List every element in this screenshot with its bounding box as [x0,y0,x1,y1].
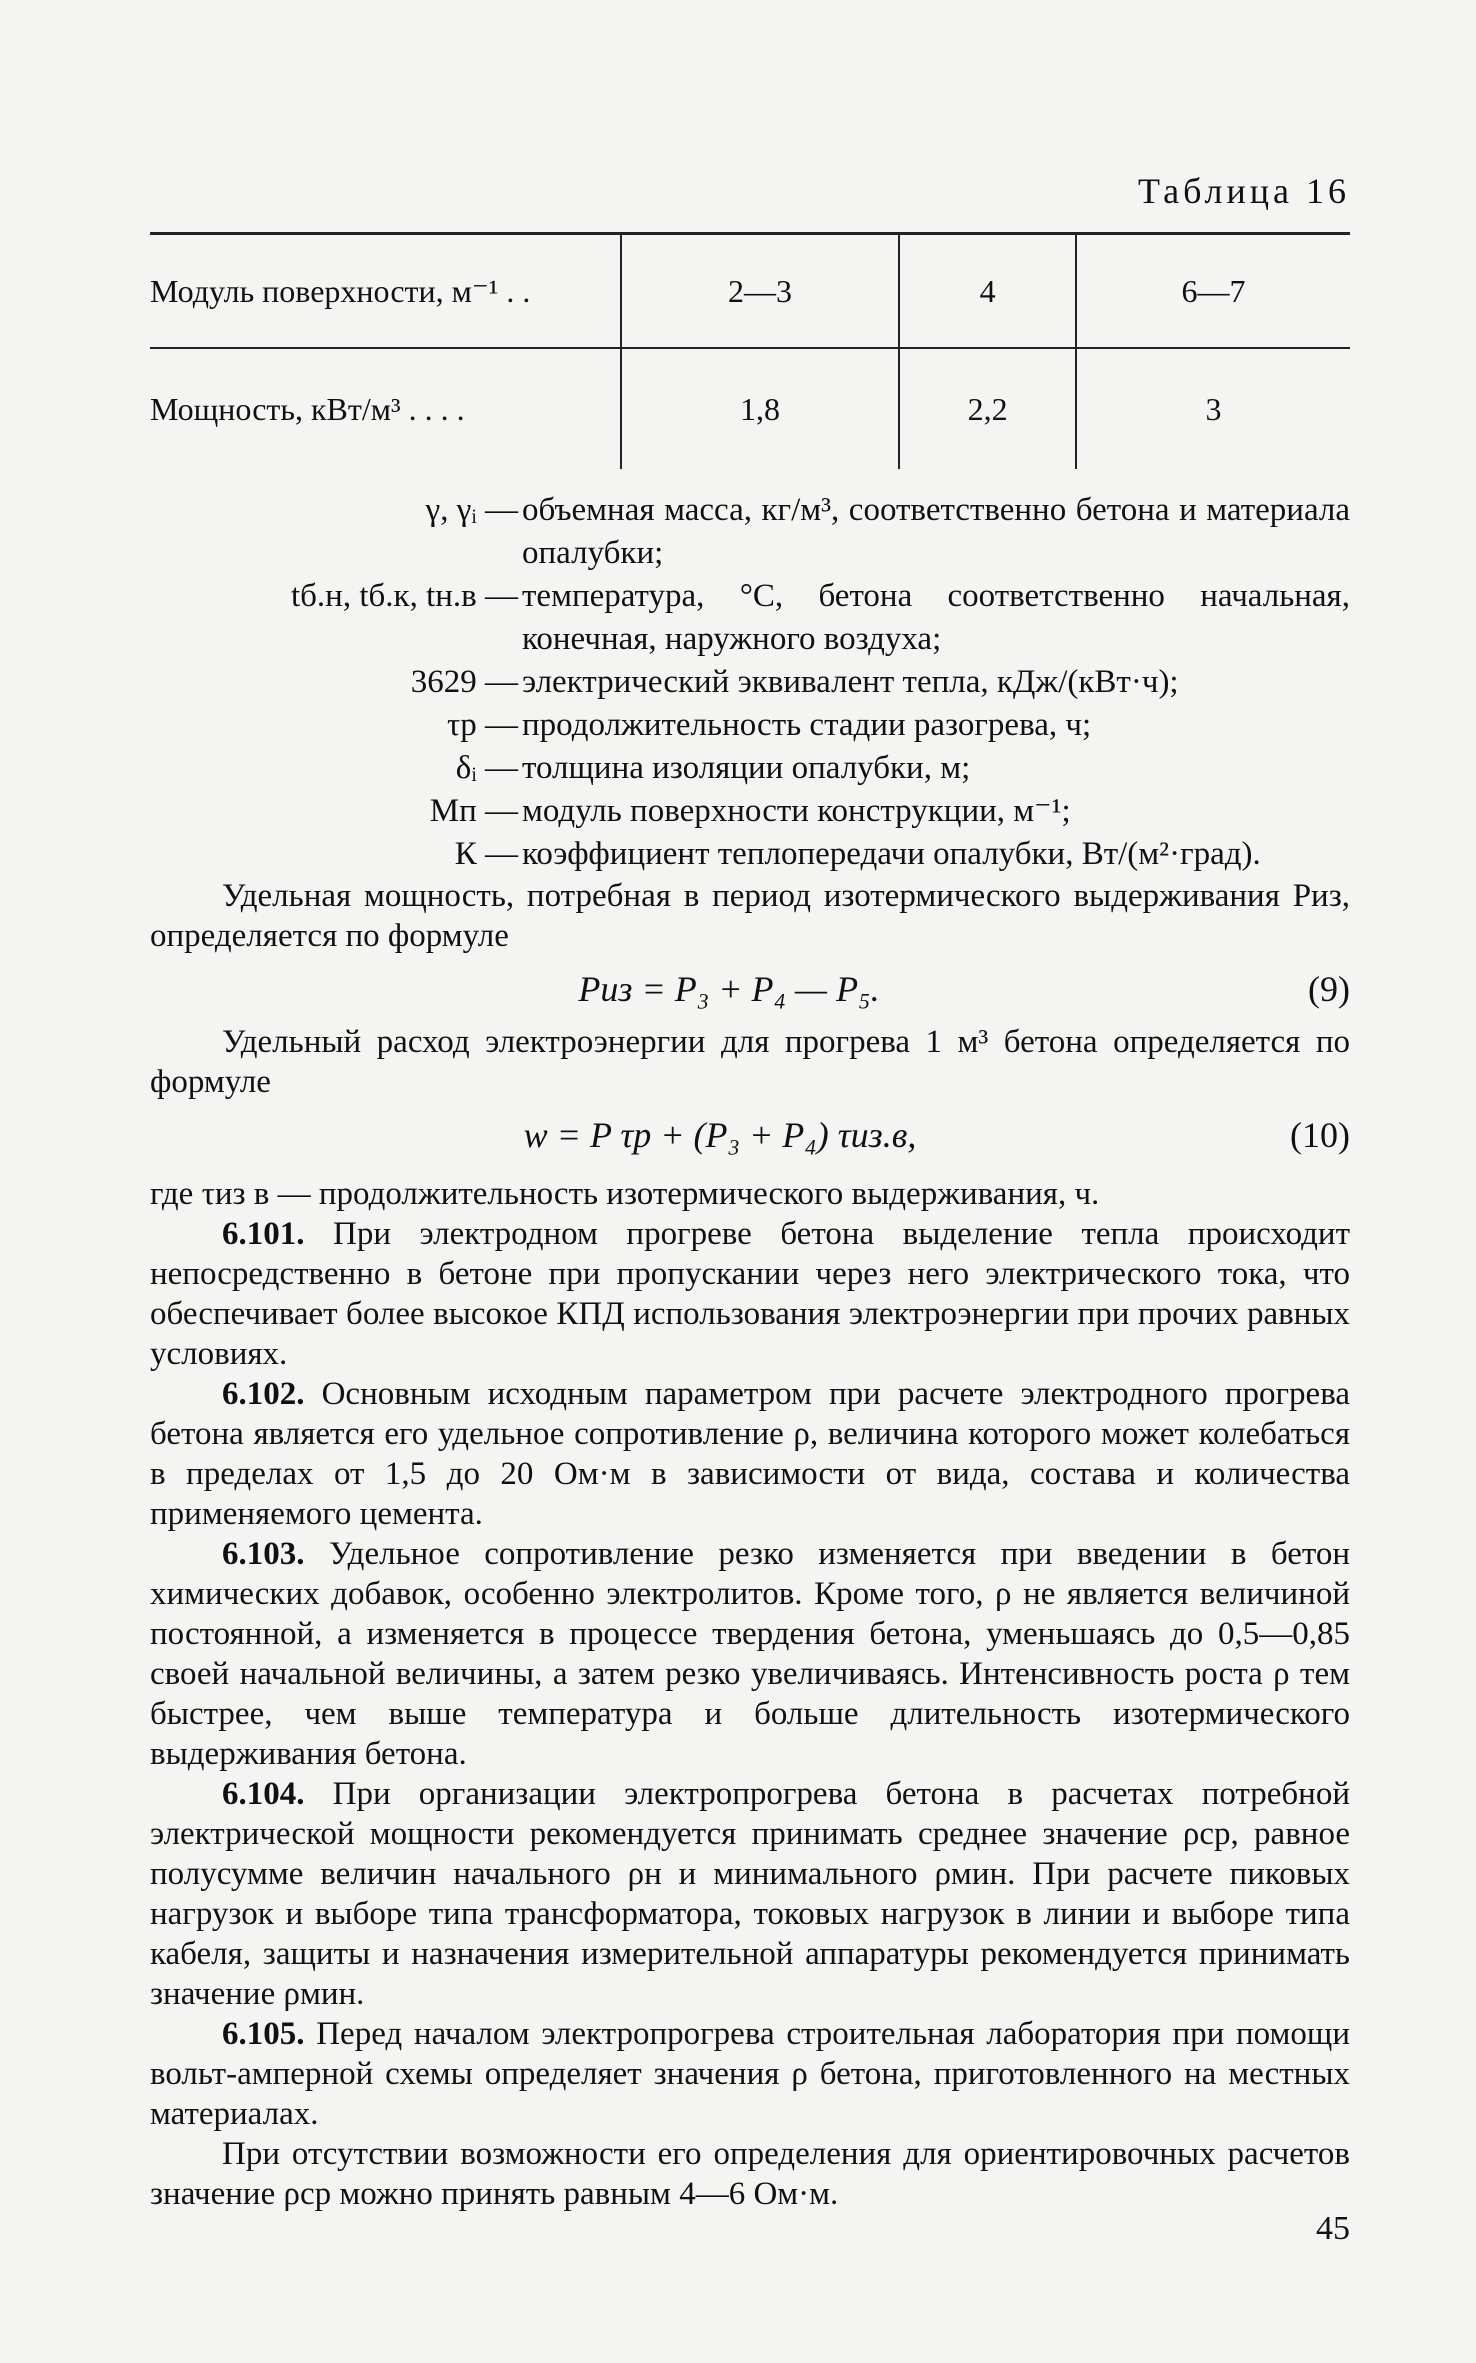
table-16 [150,232,1350,469]
definition-item [150,833,1350,876]
section-number: 6.101. [222,1216,305,1252]
table-cell: 3 [1076,348,1350,469]
section-6-105 [150,2014,1350,2134]
table-cell: 1,8 [621,348,899,469]
section-6-102 [150,1374,1350,1534]
definition-item [150,661,1350,704]
section-6-104 [150,1774,1350,2014]
definition-text: толщина изоляции опалубки, м; [522,750,971,786]
row-label: Модуль поверхности, м⁻¹ . . [150,234,621,349]
definition-symbol: δᵢ — [455,750,518,786]
table-cell: 2,2 [899,348,1076,469]
definition-item [150,790,1350,833]
definition-symbol: γ, γᵢ — [425,492,518,528]
section-text: Удельное сопротивление резко изменяется при введении в бетон химических добавок, особенно электролитов. Кроме того, ρ не является величиной постоянной, а изменяется в процессе твердения бетона, уменьшаясь до 0,5—0,85 своей начальной величины, а затем резко увеличиваясь. Интенсивность роста ρ тем быстрее, чем выше температура и больше длительность изотермического выдерживания бетона. [150,1536,1351,1772]
section-text: При электродном прогреве бетона выделение тепла происходит непосредственно в бетоне при пропускании через него электрического тока, что обеспечивает более высокое КПД использования электроэнергии при прочих равных условиях. [150,1216,1350,1372]
paragraph-consumption: Удельный расход электроэнергии для прогрева 1 м³ бетона определяется по формуле [150,1024,1350,1100]
table-cell: 2—3 [621,234,899,349]
definition-item [150,575,1350,661]
paragraph-power: Удельная мощность, потребная в период изотермического выдерживания Pиз, определяется по формуле [150,878,1350,954]
paragraph-where: где τиз в — продолжительность изотермического выдерживания, ч. [150,1176,1100,1212]
page-number: 45 [1316,2210,1350,2247]
formula-10 [150,1102,1350,1168]
table-title: Таблица 16 [1138,171,1350,211]
definition-symbol: 3629 — [410,664,518,700]
definition-text: объемная масса, кг/м³, соответственно бетона и материала опалубки; [522,492,1350,571]
definition-symbol: Мп — [429,793,518,829]
table-row [150,234,1350,349]
row-label: Мощность, кВт/м³ . . . . [150,390,465,427]
definition-symbol: К — [454,836,518,872]
formula-number: (10) [1290,1115,1350,1155]
formula-expression: w = P τр + (P₃ + P₄) τиз.в, [523,1115,917,1155]
formula-number: (9) [1308,969,1350,1009]
table-cell: 4 [899,234,1076,349]
paragraph-last: При отсутствии возможности его определения для ориентировочных расчетов значение ρср можно принять равным 4—6 Ом·м. [150,2136,1350,2212]
formula-9 [150,956,1350,1022]
section-number: 6.104. [222,1776,305,1812]
definition-item [150,747,1350,790]
table-cell: 6—7 [1076,234,1350,349]
section-6-103 [150,1534,1350,1774]
section-6-101 [150,1214,1350,1374]
definition-text: температура, °С, бетона соответственно начальная, конечная, наружного воздуха; [522,578,1350,657]
section-number: 6.102. [222,1376,305,1412]
definition-item [150,489,1350,575]
definition-text: модуль поверхности конструкции, м⁻¹; [522,793,1071,829]
table-row [150,348,1350,469]
definition-symbol: tб.н, tб.к, tн.в — [290,578,518,614]
definition-text: коэффициент теплопередачи опалубки, Вт/(м²·град). [522,836,1261,872]
formula-expression: Pиз = P₃ + P₄ — P₅. [578,969,880,1009]
section-text: Основным исходным параметром при расчете электродного прогрева бетона является его удельное сопротивление ρ, величина которого может колебаться в пределах от 1,5 до 20 Ом·м в зависимости от вида, состава и количества применяемого цемента. [150,1376,1351,1532]
definitions-list [150,489,1350,876]
definition-text: электрический эквивалент тепла, кДж/(кВт·ч); [522,664,1179,700]
definition-text: продолжительность стадии разогрева, ч; [522,707,1092,743]
section-text: При организации электропрогрева бетона в расчетах потребной электрической мощности рекомендуется принимать среднее значение ρср, равное полусумме величин начального ρн и минимального ρмин. При расчете пиковых нагрузок и выборе типа трансформатора, токовых нагрузок в линии и выборе типа кабеля, защиты и назначения измерительной аппаратуры рекомендуется принимать значение ρмин. [150,1776,1350,2012]
section-number: 6.105. [222,2016,305,2052]
section-number: 6.103. [222,1536,305,1572]
definition-item [150,704,1350,747]
page-body [150,170,1350,2214]
definition-symbol: τр — [446,707,518,743]
section-text: Перед началом электропрогрева строительная лаборатория при помощи вольт-амперной схемы определяет значения ρ бетона, приготовленного на местных материалах. [150,2016,1350,2132]
